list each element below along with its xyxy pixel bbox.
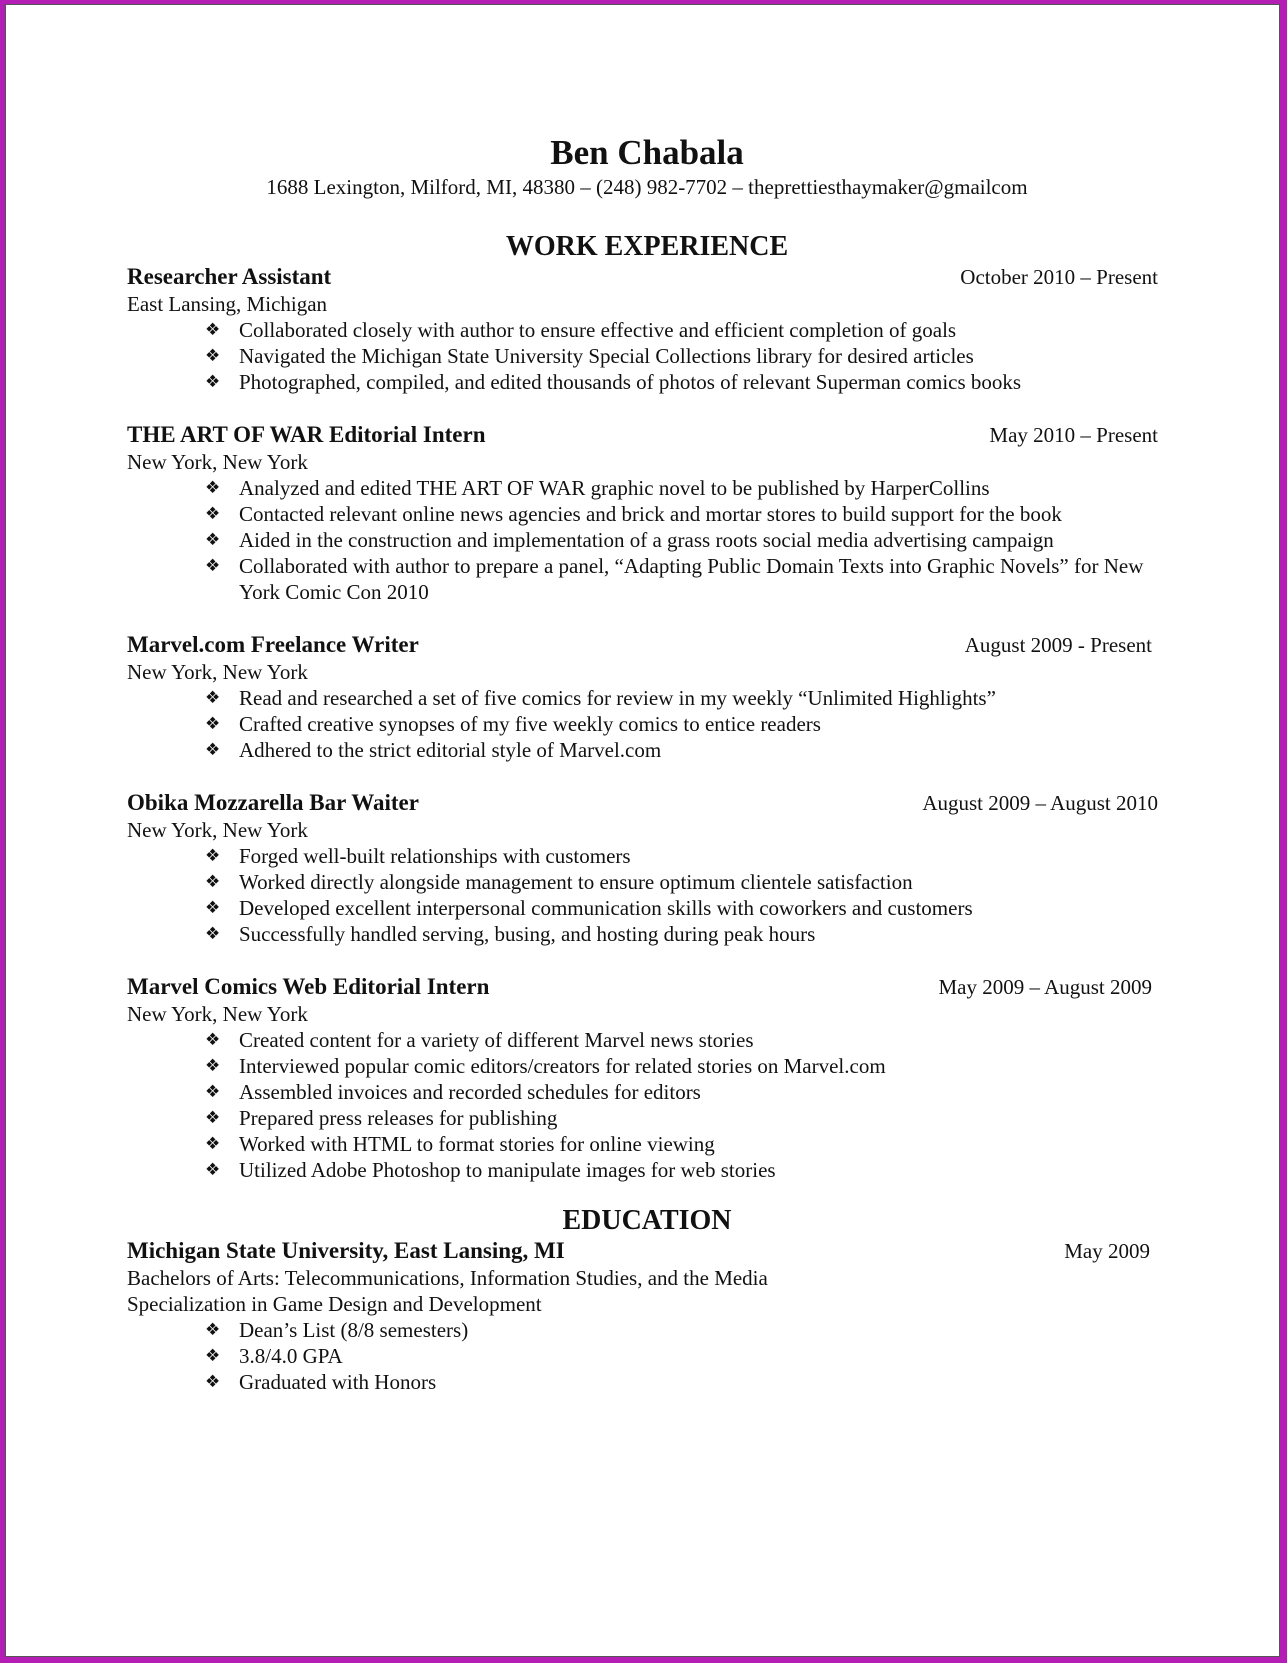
bullet-text: Assembled invoices and recorded schedules for editors	[239, 1080, 701, 1104]
job-date: August 2009 - Present	[964, 633, 1152, 657]
bullet-text: Collaborated with author to prepare a panel, “Adapting Public Domain Texts into Graphic Novels” for New York Comic Con 2010	[239, 554, 1144, 604]
list-item	[205, 737, 1167, 763]
job-entry-obika-waiter	[127, 789, 1167, 947]
bullet-text: Forged well-built relationships with customers	[239, 844, 631, 868]
list-item	[205, 501, 1167, 527]
diamond-bullet-icon: ❖	[205, 1346, 221, 1366]
job-title: Marvel Comics Web Editorial Intern	[127, 974, 490, 999]
job-bullets	[127, 475, 1167, 605]
job-bullets	[127, 843, 1167, 947]
diamond-bullet-icon: ❖	[205, 320, 221, 340]
job-location: New York, New York	[127, 660, 308, 684]
job-location: New York, New York	[127, 818, 308, 842]
bullet-text: Crafted creative synopses of my five weekly comics to entice readers	[239, 712, 821, 736]
bullet-text: Aided in the construction and implementation of a grass roots social media advertising campaign	[239, 528, 1054, 552]
diamond-bullet-icon: ❖	[205, 1372, 221, 1392]
diamond-bullet-icon: ❖	[205, 346, 221, 366]
diamond-bullet-icon: ❖	[205, 478, 221, 498]
diamond-bullet-icon: ❖	[205, 924, 221, 944]
diamond-bullet-icon: ❖	[205, 372, 221, 392]
bullet-text: Collaborated closely with author to ensure effective and efficient completion of goals	[239, 318, 957, 342]
list-item	[205, 317, 1167, 343]
bullet-text: Dean’s List (8/8 semesters)	[239, 1318, 469, 1342]
bullet-text: Utilized Adobe Photoshop to manipulate images for web stories	[239, 1158, 776, 1182]
bullet-text: Graduated with Honors	[239, 1370, 437, 1394]
bullet-text: Worked with HTML to format stories for online viewing	[239, 1132, 715, 1156]
school-name: Michigan State University, East Lansing, MI	[127, 1238, 565, 1263]
list-item	[205, 1131, 1167, 1157]
bullet-text: Contacted relevant online news agencies and brick and mortar stores to build support for the book	[239, 502, 1062, 526]
bullet-text: Photographed, compiled, and edited thousands of photos of relevant Superman comics books	[239, 370, 1022, 394]
bullet-text: Created content for a variety of different Marvel news stories	[239, 1028, 754, 1052]
diamond-bullet-icon: ❖	[205, 898, 221, 918]
bullet-text: Prepared press releases for publishing	[239, 1106, 558, 1130]
job-entry-art-of-war-intern	[127, 421, 1167, 605]
job-header	[127, 789, 1167, 817]
job-bullets	[127, 317, 1167, 395]
job-location: New York, New York	[127, 1002, 308, 1026]
bullet-text: 3.8/4.0 GPA	[239, 1344, 343, 1368]
bullet-text: Analyzed and edited THE ART OF WAR graphic novel to be published by HarperCollins	[239, 476, 990, 500]
list-item	[205, 869, 1167, 895]
diamond-bullet-icon: ❖	[205, 872, 221, 892]
diamond-bullet-icon: ❖	[205, 1108, 221, 1128]
job-location: East Lansing, Michigan	[127, 292, 328, 316]
bullet-text: Adhered to the strict editorial style of Marvel.com	[239, 738, 662, 762]
diamond-bullet-icon: ❖	[205, 504, 221, 524]
bullet-text: Read and researched a set of five comics for review in my weekly “Unlimited Highlights”	[239, 686, 996, 710]
list-item	[205, 1343, 1167, 1369]
work-experience-heading: WORK EXPERIENCE	[505, 231, 789, 262]
job-header	[127, 631, 1167, 659]
diamond-bullet-icon: ❖	[205, 1082, 221, 1102]
list-item	[205, 1105, 1167, 1131]
education-bullets	[127, 1317, 1167, 1395]
list-item	[205, 1317, 1167, 1343]
diamond-bullet-icon: ❖	[205, 1320, 221, 1340]
list-item	[205, 527, 1167, 553]
list-item	[205, 343, 1167, 369]
job-entry-marvel-freelance-writer	[127, 631, 1167, 763]
bullet-text: Navigated the Michigan State University Special Collections library for desired articles	[239, 344, 974, 368]
degree-line: Bachelors of Arts: Telecommunications, Information Studies, and the Media	[127, 1266, 768, 1290]
job-header	[127, 973, 1167, 1001]
bullet-text: Worked directly alongside management to ensure optimum clientele satisfaction	[239, 870, 913, 894]
diamond-bullet-icon: ❖	[205, 556, 221, 576]
job-title: Marvel.com Freelance Writer	[127, 632, 419, 657]
list-item	[205, 369, 1167, 395]
education-entry	[127, 1237, 1167, 1395]
resume-page	[5, 4, 1280, 1657]
job-entry-researcher-assistant	[127, 263, 1167, 395]
bullet-text: Developed excellent interpersonal communication skills with coworkers and customers	[239, 896, 973, 920]
job-date: August 2009 – August 2010	[922, 791, 1158, 815]
contact-line: 1688 Lexington, Milford, MI, 48380 – (248) 982-7702 – theprettiesthaymaker@gmailcom	[266, 175, 1028, 199]
job-title: Researcher Assistant	[127, 264, 332, 289]
diamond-bullet-icon: ❖	[205, 1160, 221, 1180]
job-date: May 2010 – Present	[989, 423, 1158, 447]
job-header	[127, 421, 1167, 449]
list-item	[205, 1369, 1167, 1395]
bullet-text: Successfully handled serving, busing, and hosting during peak hours	[239, 922, 816, 946]
list-item	[205, 553, 1167, 605]
diamond-bullet-icon: ❖	[205, 846, 221, 866]
diamond-bullet-icon: ❖	[205, 688, 221, 708]
bullet-text: Interviewed popular comic editors/creators for related stories on Marvel.com	[239, 1054, 886, 1078]
job-entry-marvel-web-intern	[127, 973, 1167, 1183]
list-item	[205, 843, 1167, 869]
job-title: THE ART OF WAR Editorial Intern	[127, 422, 486, 447]
resume-content	[127, 133, 1167, 1395]
diamond-bullet-icon: ❖	[205, 740, 221, 760]
list-item	[205, 1079, 1167, 1105]
education-header	[127, 1237, 1167, 1265]
resume-name: Ben Chabala	[550, 133, 744, 172]
job-title: Obika Mozzarella Bar Waiter	[127, 790, 419, 815]
list-item	[205, 475, 1167, 501]
list-item	[205, 1027, 1167, 1053]
job-bullets	[127, 1027, 1167, 1183]
list-item	[205, 685, 1167, 711]
diamond-bullet-icon: ❖	[205, 1030, 221, 1050]
job-header	[127, 263, 1167, 291]
specialization-line: Specialization in Game Design and Development	[127, 1292, 542, 1316]
diamond-bullet-icon: ❖	[205, 1056, 221, 1076]
education-heading: EDUCATION	[562, 1205, 732, 1236]
diamond-bullet-icon: ❖	[205, 530, 221, 550]
list-item	[205, 711, 1167, 737]
job-location: New York, New York	[127, 450, 308, 474]
list-item	[205, 1053, 1167, 1079]
job-date: May 2009 – August 2009	[938, 975, 1152, 999]
list-item	[205, 921, 1167, 947]
job-date: October 2010 – Present	[960, 265, 1158, 289]
diamond-bullet-icon: ❖	[205, 1134, 221, 1154]
education-date: May 2009	[1064, 1239, 1150, 1263]
list-item	[205, 1157, 1167, 1183]
job-bullets	[127, 685, 1167, 763]
diamond-bullet-icon: ❖	[205, 714, 221, 734]
list-item	[205, 895, 1167, 921]
